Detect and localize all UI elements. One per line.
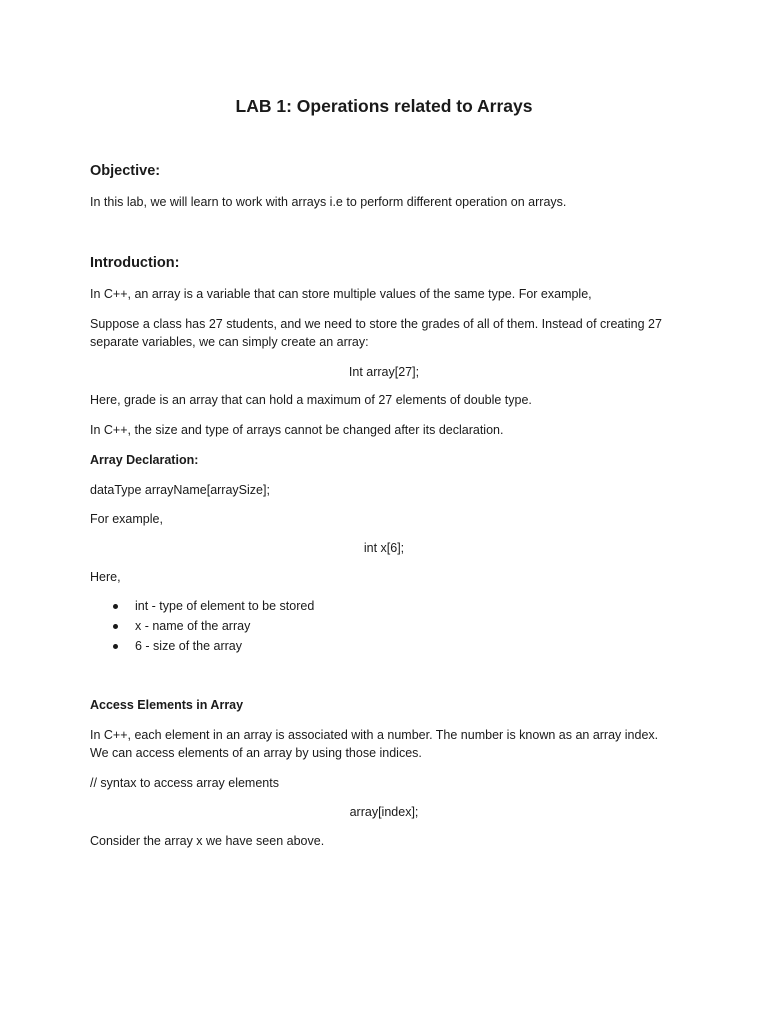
syntax-comment: // syntax to access array elements [90,776,279,790]
declaration-syntax: dataType arrayName[arraySize]; [90,483,270,497]
code-example-3: array[index]; [349,805,419,819]
code-example-1: Int array[27]; [348,365,420,379]
introduction-heading: Introduction: [90,255,180,271]
list-item: 6 - size of the array [135,639,242,653]
intro-paragraph-2-line-1: Suppose a class has 27 students, and we need to store the grades of all of them. Instead of creating 27 [90,317,662,331]
intro-paragraph-4: In C++, the size and type of arrays cannot be changed after its declaration. [90,423,504,437]
list-item: x - name of the array [135,619,251,633]
bullet-dot-icon [113,624,118,629]
bullet-dot-icon [113,604,118,609]
intro-paragraph-3: Here, grade is an array that can hold a maximum of 27 elements of double type. [90,393,532,407]
objective-text: In this lab, we will learn to work with arrays i.e to perform different operation on arrays. [90,195,567,209]
list-item: int - type of element to be stored [135,599,315,613]
access-paragraph-2: Consider the array x we have seen above. [90,834,325,848]
intro-paragraph-1: In C++, an array is a variable that can store multiple values of the same type. For example, [90,287,592,301]
intro-paragraph-2-line-2: separate variables, we can simply create an array: [90,335,369,349]
page-title: LAB 1: Operations related to Arrays [235,96,533,116]
array-declaration-heading: Array Declaration: [90,453,199,467]
code-example-2: int x[6]; [363,541,405,555]
here-text: Here, [90,570,121,584]
for-example-text: For example, [90,512,163,526]
access-elements-heading: Access Elements in Array [90,698,244,712]
objective-heading: Objective: [90,163,161,179]
access-paragraph-1-line-1: In C++, each element in an array is associated with a number. The number is known as an array index. [90,728,659,742]
bullet-dot-icon [113,644,118,649]
access-paragraph-1-line-2: We can access elements of an array by using those indices. [90,746,422,760]
